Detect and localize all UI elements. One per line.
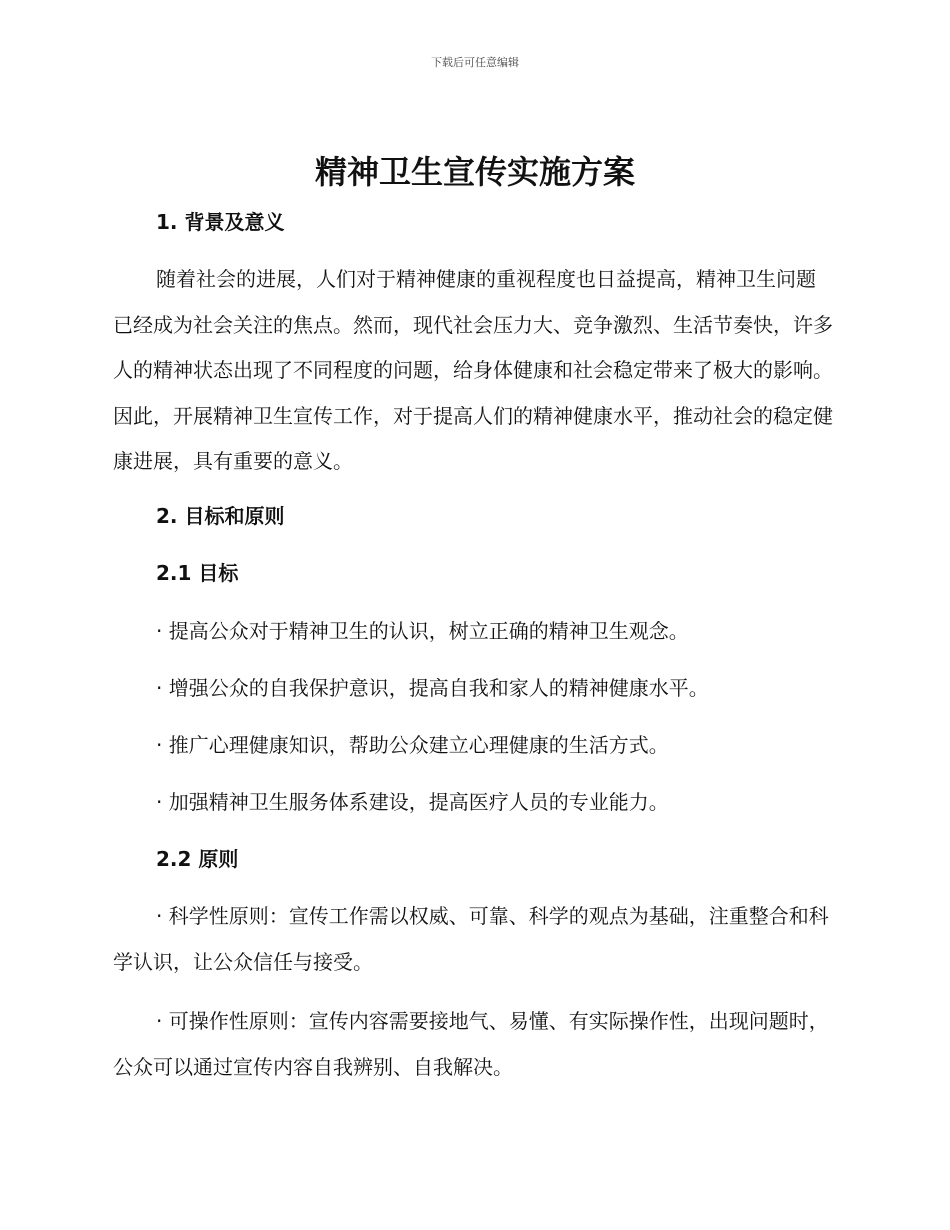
- goal-item: · 加强精神卫生服务体系建设，提高医疗人员的专业能力。: [156, 790, 669, 814]
- principle-item: · 可操作性原则：宣传内容需要接地气、易懂、有实际操作性，出现问题时，公众可以通过宣传内容自我辨别、自我解决。: [113, 1009, 829, 1079]
- background-paragraph: 随着社会的进展，人们对于精神健康的重视程度也日益提高，精神卫生问题已经成为社会关注的焦点。然而，现代社会压力大、竞争激烈、生活节奏快，许多人的精神状态出现了不同程度的问题，给身体健康和社会稳定带来了极大的影响。因此，开展精神卫生宣传工作，对于提高人们的精神健康水平，推动社会的稳定健康进展，具有重要的意义。: [113, 267, 833, 473]
- section-heading-background: 1. 背景及意义: [156, 210, 285, 234]
- document-title: 精神卫生宣传实施方案: [314, 153, 635, 191]
- subsection-heading-principles: 2.2 原则: [156, 847, 239, 871]
- page-header-note: 下载后可任意编辑: [431, 56, 519, 69]
- subsection-heading-goals: 2.1 目标: [156, 561, 239, 585]
- goal-item: · 增强公众的自我保护意识，提高自我和家人的精神健康水平。: [156, 676, 709, 700]
- principle-item: · 科学性原则：宣传工作需以权威、可靠、科学的观点为基础，注重整合和科学认识，让公众信任与接受。: [113, 904, 829, 974]
- section-heading-goals-principles: 2. 目标和原则: [156, 504, 285, 528]
- goal-item: · 提高公众对于精神卫生的认识，树立正确的精神卫生观念。: [156, 619, 689, 643]
- goal-item: · 推广心理健康知识，帮助公众建立心理健康的生活方式。: [156, 733, 669, 757]
